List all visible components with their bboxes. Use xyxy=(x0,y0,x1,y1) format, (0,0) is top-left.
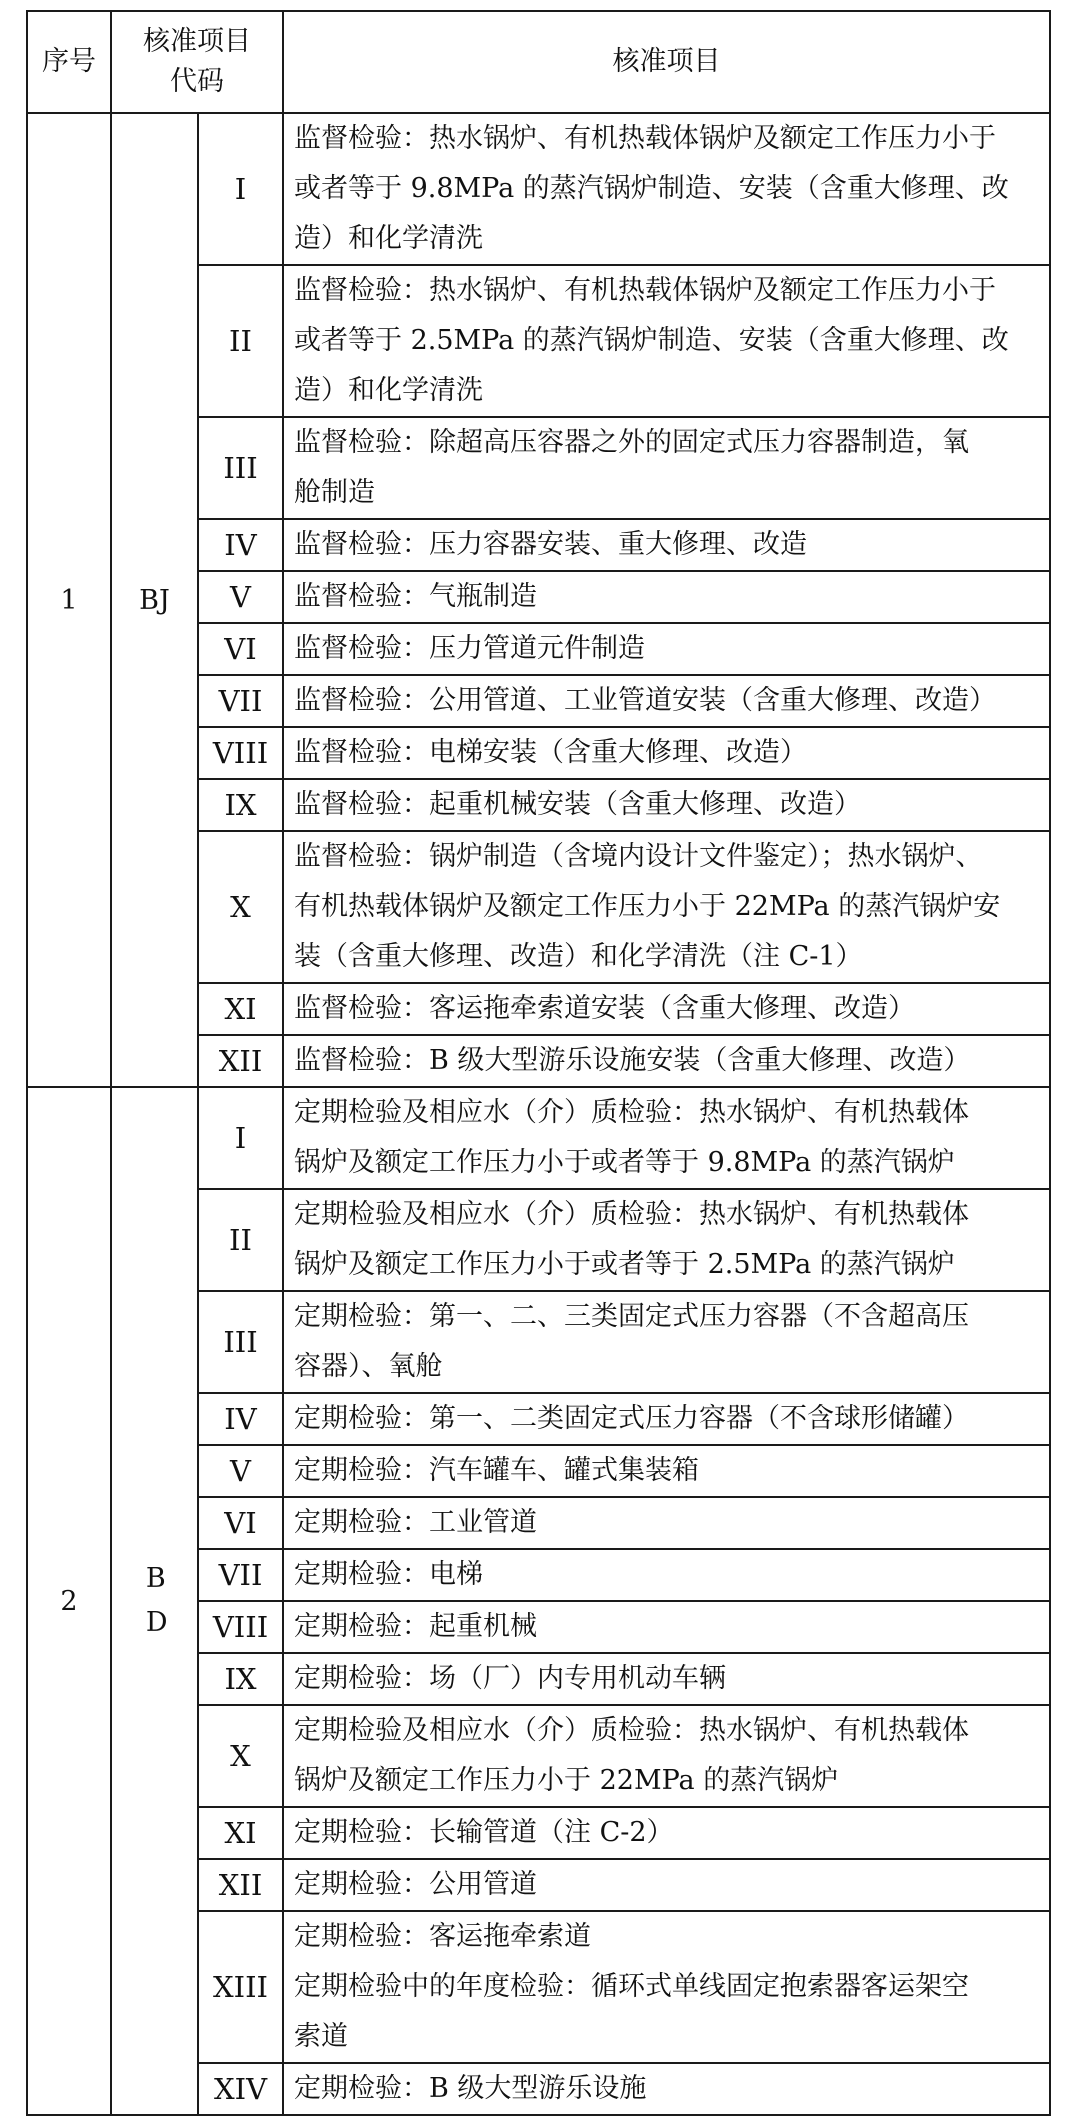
item-description-cell xyxy=(283,1035,1050,1087)
sub-code-cell: XIV xyxy=(198,2063,283,2115)
header-seq: 序号 xyxy=(27,11,111,113)
group-seq-cell: 1 xyxy=(27,113,111,1087)
sub-code-cell: XIII xyxy=(198,1911,283,2063)
item-description-cell xyxy=(283,1393,1050,1445)
item-description-cell xyxy=(283,2063,1050,2115)
description-line: 定期检验及相应水（介）质检验：热水锅炉、有机热载体 xyxy=(294,1199,969,1230)
description-line: 锅炉及额定工作压力小于或者等于 2.5MPa 的蒸汽锅炉 xyxy=(294,1249,955,1280)
description-line: 监督检验：热水锅炉、有机热载体锅炉及额定工作压力小于 xyxy=(294,123,996,154)
sub-code-cell: III xyxy=(198,1291,283,1393)
sub-code-cell: III xyxy=(198,417,283,519)
document-page xyxy=(26,10,1049,2116)
description-line: 定期检验：第一、二、三类固定式压力容器（不含超高压 xyxy=(294,1301,969,1332)
header-item: 核准项目 xyxy=(283,11,1050,113)
item-description-cell xyxy=(283,983,1050,1035)
item-description-cell xyxy=(283,1705,1050,1807)
item-description-cell xyxy=(283,779,1050,831)
table-row xyxy=(27,1087,1050,1189)
sub-code-cell: XII xyxy=(198,1859,283,1911)
description-line: 监督检验：客运拖牵索道安装（含重大修理、改造） xyxy=(294,993,915,1024)
sub-code-cell: VI xyxy=(198,623,283,675)
item-description-cell xyxy=(283,1549,1050,1601)
sub-code-cell: X xyxy=(198,831,283,983)
sub-code-cell: II xyxy=(198,265,283,417)
description-line: 监督检验：压力容器安装、重大修理、改造 xyxy=(294,529,807,560)
item-description-cell xyxy=(283,1911,1050,2063)
header-code-line1: 核准项目 xyxy=(143,25,251,57)
sub-code-cell: XI xyxy=(198,1807,283,1859)
description-line: 定期检验：汽车罐车、罐式集装箱 xyxy=(294,1455,699,1486)
item-description-cell xyxy=(283,831,1050,983)
item-description-cell xyxy=(283,113,1050,265)
sub-code-cell: VIII xyxy=(198,1601,283,1653)
description-line: 锅炉及额定工作压力小于或者等于 9.8MPa 的蒸汽锅炉 xyxy=(294,1147,955,1178)
description-line: 或者等于 2.5MPa 的蒸汽锅炉制造、安装（含重大修理、改 xyxy=(294,325,1009,356)
sub-code-cell: IV xyxy=(198,519,283,571)
item-description-cell xyxy=(283,519,1050,571)
description-line: 监督检验：除超高压容器之外的固定式压力容器制造，氧 xyxy=(294,427,969,458)
description-line: 监督检验：起重机械安装（含重大修理、改造） xyxy=(294,789,861,820)
item-description-cell xyxy=(283,675,1050,727)
description-line: 定期检验：工业管道 xyxy=(294,1507,537,1538)
item-description-cell xyxy=(283,1087,1050,1189)
item-description-cell xyxy=(283,571,1050,623)
sub-code-cell: XI xyxy=(198,983,283,1035)
description-line: 定期检验：长输管道（注 C-2） xyxy=(294,1817,674,1848)
description-line: 定期检验：B 级大型游乐设施 xyxy=(294,2073,647,2104)
item-description-cell xyxy=(283,1653,1050,1705)
description-line: 监督检验：锅炉制造（含境内设计文件鉴定）；热水锅炉、 xyxy=(294,841,983,872)
item-description-cell xyxy=(283,1291,1050,1393)
description-line: 定期检验：电梯 xyxy=(294,1559,483,1590)
item-description-cell xyxy=(283,1859,1050,1911)
item-description-cell xyxy=(283,1445,1050,1497)
table-header-row xyxy=(27,11,1050,113)
description-line: 容器）、氧舱 xyxy=(294,1351,443,1382)
item-description-cell xyxy=(283,1189,1050,1291)
description-line: 定期检验及相应水（介）质检验：热水锅炉、有机热载体 xyxy=(294,1097,969,1128)
header-code xyxy=(111,11,283,113)
description-line: 定期检验：场（厂）内专用机动车辆 xyxy=(294,1663,726,1694)
approval-items-table xyxy=(26,10,1051,2116)
sub-code-cell: IV xyxy=(198,1393,283,1445)
sub-code-cell: II xyxy=(198,1189,283,1291)
header-code-line2: 代码 xyxy=(170,66,224,97)
description-line: 装（含重大修理、改造）和化学清洗（注 C-1） xyxy=(294,941,863,972)
item-description-cell xyxy=(283,417,1050,519)
description-line: 索道 xyxy=(294,2021,348,2052)
item-description-cell xyxy=(283,1497,1050,1549)
description-line: 定期检验：起重机械 xyxy=(294,1611,537,1642)
sub-code-cell: I xyxy=(198,113,283,265)
description-line: 锅炉及额定工作压力小于 22MPa 的蒸汽锅炉 xyxy=(294,1765,839,1796)
sub-code-cell: VII xyxy=(198,1549,283,1601)
group-code-cell xyxy=(111,113,198,1087)
description-line: 或者等于 9.8MPa 的蒸汽锅炉制造、安装（含重大修理、改 xyxy=(294,173,1009,204)
description-line: 监督检验：电梯安装（含重大修理、改造） xyxy=(294,737,807,768)
description-line: 监督检验：B 级大型游乐设施安装（含重大修理、改造） xyxy=(294,1045,971,1076)
sub-code-cell: V xyxy=(198,1445,283,1497)
description-line: 造）和化学清洗 xyxy=(294,223,483,254)
description-line: 造）和化学清洗 xyxy=(294,375,483,406)
sub-code-cell: IX xyxy=(198,779,283,831)
sub-code-cell: IX xyxy=(198,1653,283,1705)
description-line: 监督检验：公用管道、工业管道安装（含重大修理、改造） xyxy=(294,685,996,716)
description-line: 定期检验：第一、二类固定式压力容器（不含球形储罐） xyxy=(294,1403,969,1434)
item-description-cell xyxy=(283,265,1050,417)
group-code-cell xyxy=(111,1087,198,2115)
description-line: 监督检验：气瓶制造 xyxy=(294,581,537,612)
description-line: 监督检验：热水锅炉、有机热载体锅炉及额定工作压力小于 xyxy=(294,275,996,306)
table-row xyxy=(27,113,1050,265)
description-line: 舱制造 xyxy=(294,477,375,508)
sub-code-cell: VIII xyxy=(198,727,283,779)
description-line: 定期检验中的年度检验：循环式单线固定抱索器客运架空 xyxy=(294,1971,969,2002)
description-line: 有机热载体锅炉及额定工作压力小于 22MPa 的蒸汽锅炉安 xyxy=(294,891,1001,922)
item-description-cell xyxy=(283,1807,1050,1859)
group-seq-cell: 2 xyxy=(27,1087,111,2115)
sub-code-cell: V xyxy=(198,571,283,623)
sub-code-cell: VII xyxy=(198,675,283,727)
description-line: 定期检验：公用管道 xyxy=(294,1869,537,1900)
description-line: 定期检验及相应水（介）质检验：热水锅炉、有机热载体 xyxy=(294,1715,969,1746)
item-description-cell xyxy=(283,623,1050,675)
item-description-cell xyxy=(283,727,1050,779)
sub-code-cell: VI xyxy=(198,1497,283,1549)
table-body xyxy=(27,113,1050,2115)
group-code-text: BJ xyxy=(139,584,170,616)
sub-code-cell: I xyxy=(198,1087,283,1189)
sub-code-cell: XII xyxy=(198,1035,283,1087)
description-line: 定期检验：客运拖牵索道 xyxy=(294,1921,591,1952)
group-code-text: BD xyxy=(145,1563,168,1638)
sub-code-cell: X xyxy=(198,1705,283,1807)
item-description-cell xyxy=(283,1601,1050,1653)
description-line: 监督检验：压力管道元件制造 xyxy=(294,633,645,664)
